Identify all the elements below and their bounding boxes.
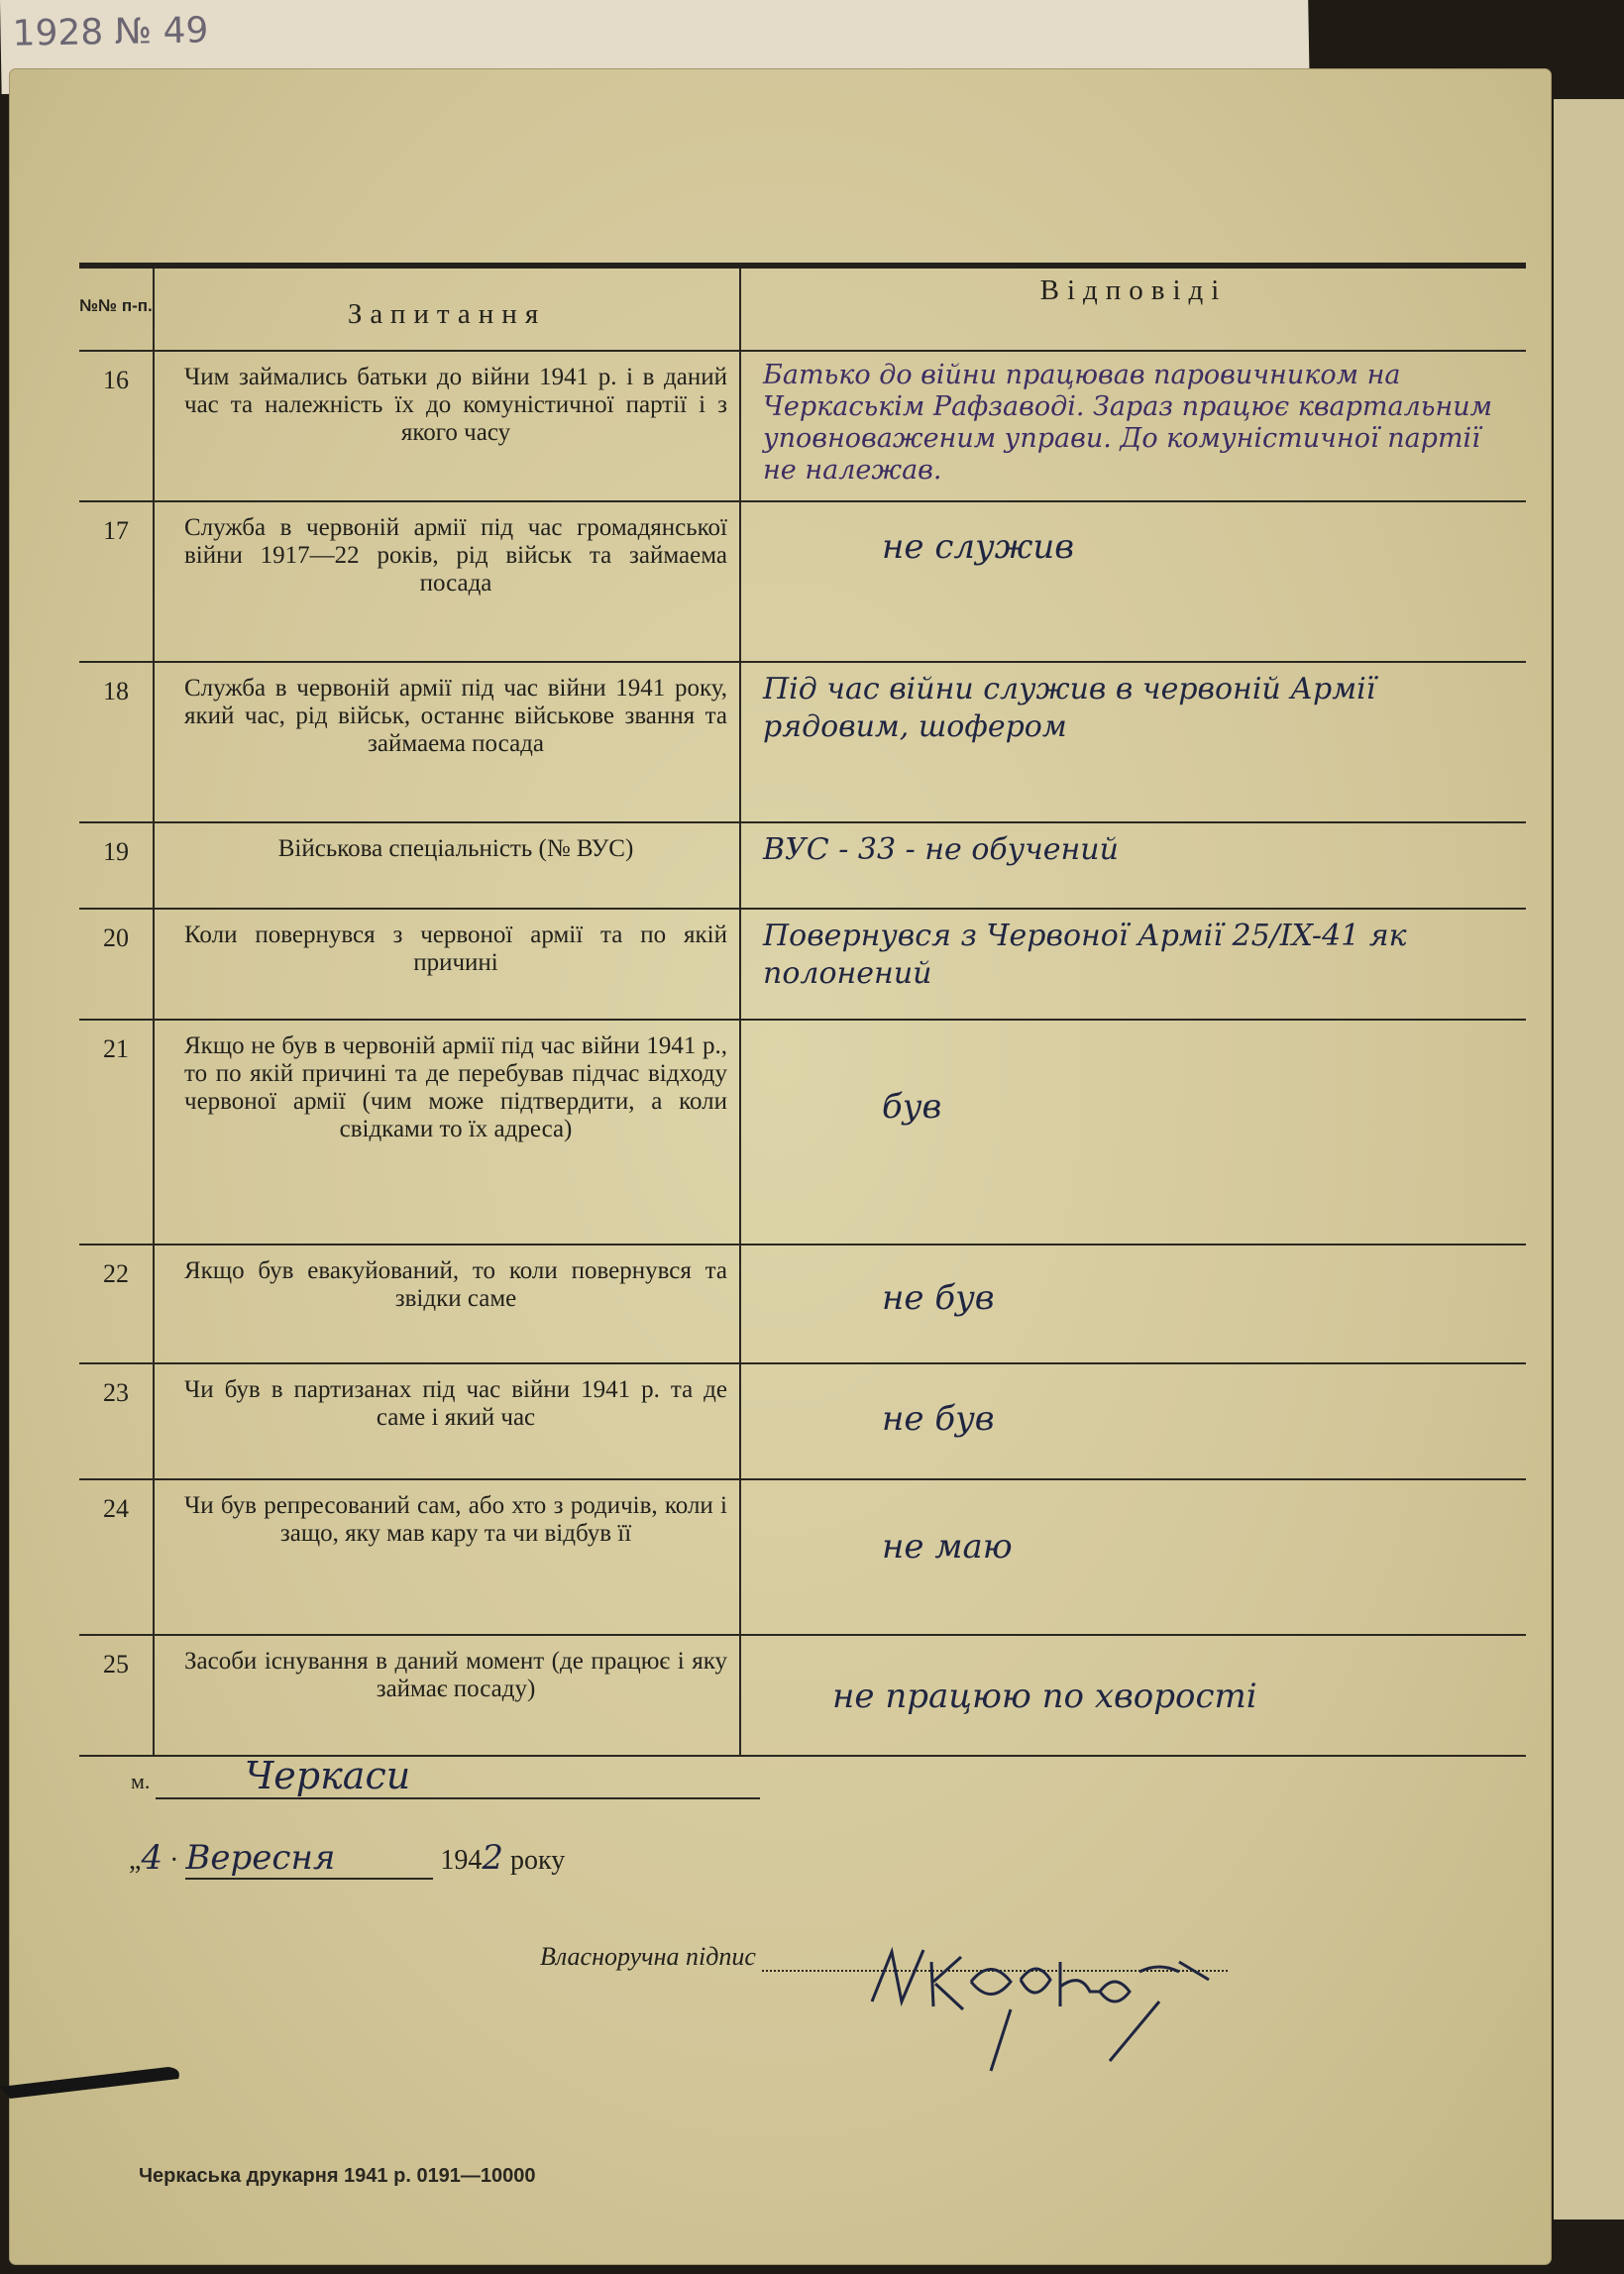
row-answer: ВУС - 33 - не обучений	[763, 832, 1119, 867]
place-prefix: м.	[131, 1769, 151, 1793]
answer-text: був	[882, 1087, 942, 1127]
row-answer	[741, 502, 1526, 661]
table-row	[79, 1245, 1526, 1364]
row-question: Коли повернувся з червоної армії та по якій причині	[155, 910, 741, 1019]
row-number: 24	[79, 1480, 155, 1634]
answer-text: не був	[882, 1278, 995, 1318]
answer-text: не був	[882, 1399, 995, 1439]
row-number: 22	[79, 1245, 155, 1362]
answer-text: не працюю по хворості	[832, 1677, 1257, 1716]
table-header	[79, 269, 1526, 352]
header-answer: Відповіді	[1039, 274, 1228, 306]
row-question: Служба в червоній армії під час громадянської війни 1917—22 років, рід військ та займаема посада	[155, 502, 741, 661]
row-answer	[741, 1636, 1526, 1755]
pen-object	[0, 2061, 183, 2101]
answer-text: не маю	[882, 1527, 1013, 1567]
table-row	[79, 1480, 1526, 1636]
row-answer: Повернувся з Червоної Армії 25/IX-41 як полонений	[763, 919, 1407, 991]
table-row	[79, 502, 1526, 663]
date-line: „4 · Вересня 1942 року	[129, 1838, 566, 1878]
date-day: 4	[141, 1838, 163, 1878]
row-question: Військова спеціальність (№ ВУС)	[155, 823, 741, 908]
row-question: Засоби існування в даний момент (де працює і яку займає посаду)	[155, 1636, 741, 1755]
adjacent-page-edge	[1554, 99, 1624, 2220]
printer-imprint: Черкаська друкарня 1941 р. 0191—10000	[139, 2165, 536, 2187]
row-question: Якщо не був в червоній армії під час війни 1941 р., то по якій причині та де перебував підчас відходу червоної армії (чим може підтвердити, а коли свідками то їх адреса)	[155, 1021, 741, 1244]
header-question: Запитання	[155, 269, 741, 350]
row-number: 25	[79, 1636, 155, 1755]
table-row	[79, 352, 1526, 502]
year-suffix: року	[510, 1845, 566, 1876]
year-digit: 2	[482, 1838, 504, 1878]
row-answer: Під час війни служив в червоній Армії рядовим, шофером	[763, 672, 1376, 744]
row-number: 23	[79, 1364, 155, 1478]
row-answer	[741, 1364, 1526, 1478]
row-question: Якщо був евакуйований, то коли повернувся та звідки саме	[155, 1245, 741, 1362]
row-answer	[741, 1480, 1526, 1634]
place-value: Черкаси	[156, 1754, 760, 1799]
table-row	[79, 1021, 1526, 1245]
table-row	[79, 663, 1526, 823]
row-answer: Батько до війни працював паровичником на Черкаськім Рафзаводі. Зараз працює квартальним уповноваженим управи. До комуністичної партії не належав.	[763, 360, 1493, 486]
row-number: 19	[79, 823, 155, 908]
row-answer	[741, 1245, 1526, 1362]
questionnaire-table	[79, 263, 1526, 1757]
slip-reference-number: 1928 № 49	[12, 10, 209, 54]
row-answer	[741, 1021, 1526, 1244]
row-question: Чи був в партизанах під час війни 1941 р. та де саме і який час	[155, 1364, 741, 1478]
table-row	[79, 1636, 1526, 1757]
year-prefix: 194	[440, 1845, 483, 1876]
table-row	[79, 910, 1526, 1021]
date-month: Вересня	[185, 1838, 336, 1878]
handwritten-signature	[862, 1932, 1219, 2081]
row-number: 17	[79, 502, 155, 661]
row-question: Чи був репресований сам, або хто з родичів, коли і защо, яку мав кару та чи відбув її	[155, 1480, 741, 1634]
row-number: 20	[79, 910, 155, 1019]
signature-label: Власноручна підпис	[540, 1942, 756, 1971]
place-line	[131, 1754, 760, 1799]
row-number: 21	[79, 1021, 155, 1244]
row-question: Чим займались батьки до війни 1941 р. і в даний час та належність їх до комуністичної партії і з якого часу	[155, 352, 741, 500]
answer-text: не служив	[882, 527, 1075, 567]
table-row	[79, 823, 1526, 910]
row-number: 18	[79, 663, 155, 821]
header-number: №№ п-п.	[79, 269, 155, 350]
row-question: Служба в червоній армії під час війни 1941 року, який час, рід військ, останнє військове звання та займаема посада	[155, 663, 741, 821]
row-number: 16	[79, 352, 155, 500]
table-row	[79, 1364, 1526, 1480]
